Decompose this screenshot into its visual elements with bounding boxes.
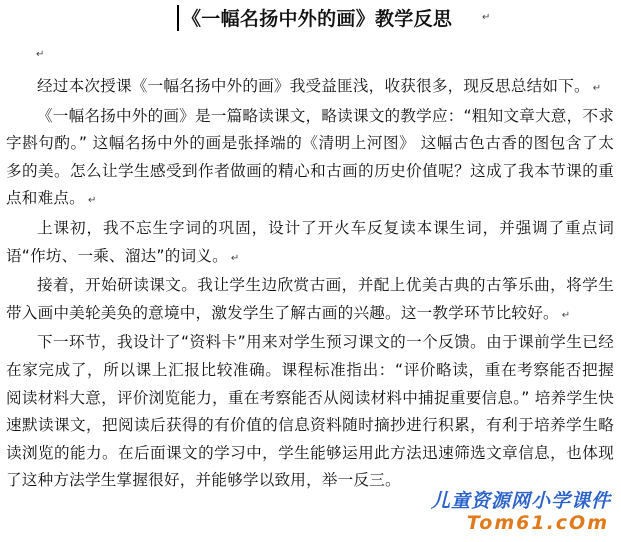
paragraph-5 (6, 329, 614, 495)
paragraph-2-text: 《一幅名扬中外的画》是一篇略读课文，略读课文的教学应：“粗知文章大意，不求字斟句酌。” 这幅名扬中外的画是张择端的《清明上河图》 这幅古色古香的图包含了太多的美。怎么让学生感受到作者做画的精心和古画的历史价值呢？这成了我本节课的重点和难点。 (6, 106, 614, 208)
document-body (6, 73, 614, 495)
site-watermark (425, 486, 615, 540)
watermark-site-name: 儿童资源网小学课件 (430, 490, 611, 512)
watermark-domain: Tom61.cOm (466, 512, 609, 534)
paragraph-mark: ↵ (230, 252, 240, 264)
paragraph-2 (6, 103, 614, 215)
paragraph-4-text: 接着，开始研读课文。我让学生边欣赏古画，并配上优美古典的古筝乐曲，将学生带入画中美轮美奂的意境中，激发学生了解古画的兴趣。这一教学环节比较好。 (6, 276, 614, 322)
paragraph-1 (6, 73, 614, 103)
paragraph-4 (6, 272, 614, 329)
document-title: 《一幅名扬中外的画》教学反思 (182, 8, 453, 30)
paragraph-3 (6, 215, 614, 272)
empty-paragraph-mark: ↵ (36, 49, 45, 60)
title-paragraph-mark: ↵ (482, 12, 491, 23)
paragraph-mark: ↵ (87, 195, 97, 207)
text-cursor (177, 5, 179, 31)
paragraph-1-text: 经过本次授课《一幅名扬中外的画》我受益匪浅，收获很多，现反思总结如下。 (37, 77, 590, 95)
paragraph-3-text: 上课初，我不忘生字词的巩固，设计了开火车反复读本课生词，并强调了重点词语“作坊、一乘、溜达”的词义。 (6, 218, 614, 265)
paragraph-mark: ↵ (592, 83, 602, 94)
paragraph-mark: ↵ (561, 309, 571, 321)
paragraph-5-text: 下一环节，我设计了“资料卡”用来对学生预习课文的一个反馈。由于课前学生已经在家完成了，所以课上汇报比较准确。课程标准指出：“评价略读，重在考察能否把握阅读材料大意，评价浏览能力，重在考察能否从阅读材料中捕捉重要信息。” 培养学生快速默读课文，把阅读后获得的有价值的信息资料随时摘抄进行积累，有利于培养学生略读浏览的能力。在后面课文的学习中，学生能够运用此方法迅速筛选文章信息，也体现了这种方法学生掌握很好，并能够学以致用，举一反三。 (6, 333, 614, 490)
